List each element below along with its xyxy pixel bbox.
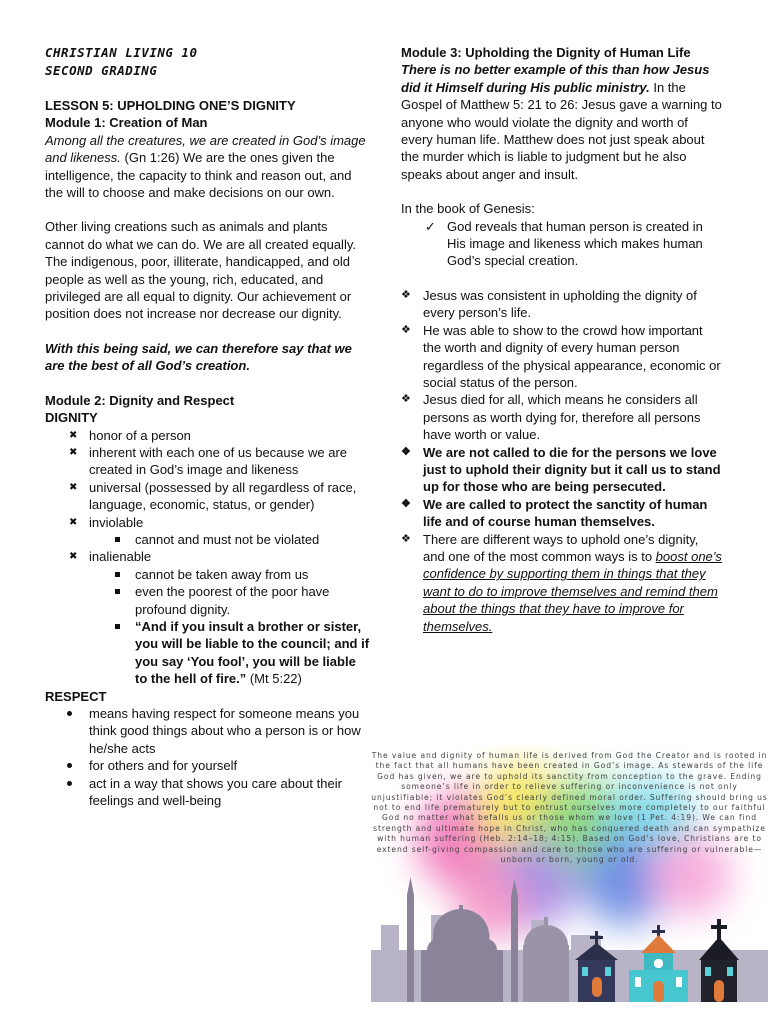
underlined-advice: boost one’s confidence by supporting them in things that they want to do to improve themselves and remind them about the things that they have to improve for themselves.	[423, 548, 722, 634]
list-item: ❖ He was able to show to the crowd how important the worth and dignity of every human person regardless of the physical appearance, economic or social status of the person.	[401, 322, 721, 390]
module1-text: (Gn 1:26) We are the ones given the intelligence, the capacity to think and reason out, and the will to choose and make decisions on our own.	[45, 150, 352, 201]
module2-title: Module 2: Dignity and Respect	[45, 392, 235, 408]
genesis-list	[401, 218, 723, 270]
list-item: ✓ God reveals that human person is created in His image and likeness which makes human God’s special creation.	[425, 218, 703, 269]
diamond-bullet-icon: ❖	[401, 532, 411, 545]
module1-paragraph-1	[45, 132, 370, 202]
respect-heading: RESPECT	[45, 688, 107, 704]
grading-title: SECOND GRADING	[45, 63, 158, 78]
bible-reference: (Mt 5:22)	[246, 671, 302, 687]
list-item: ✖ inviolable	[69, 514, 144, 530]
bible-quote: “And if you insult a brother or sister, you will be liable to the council; and if you say ‘You fool’, you will be liable to the hell of fire.”	[135, 618, 370, 687]
dot-bullet-icon	[67, 763, 72, 768]
x-bullet-icon: ✖	[69, 551, 78, 563]
diamond-bullet-icon: ❖	[401, 393, 411, 406]
list-item	[45, 618, 370, 688]
list-item: ✖ honor of a person	[69, 427, 191, 443]
dot-bullet-icon	[67, 781, 72, 786]
module1-conclusion: With this being said, we can therefore say that we are the best of all God’s creation.	[45, 340, 352, 374]
list-item: ❖ Jesus was consistent in upholding the dignity of every person’s life.	[401, 287, 697, 321]
square-bullet-icon	[115, 624, 120, 629]
genesis-heading: In the book of Genesis:	[401, 201, 535, 217]
respect-list	[45, 705, 370, 809]
list-item: cannot and must not be violated	[45, 531, 370, 548]
x-bullet-icon: ✖	[69, 516, 78, 528]
list-item: ❖ There are different ways to uphold one’s dignity, and one of the most common ways is to boost one’s confidence by supporting them in things that they want to do to improve themselves and remind them about the things that they have to improve for themselves.	[401, 531, 722, 634]
dignity-list	[45, 427, 370, 531]
list-item: act in a way that shows you care about their feelings and well-being	[45, 775, 370, 810]
list-item: ✖ universal (possessed by all regardless of race, language, economic, status, or gender)	[69, 479, 357, 513]
list-item: ❖ We are not called to die for the persons we love just to uphold their dignity but it call us to stand up for those who are being persecuted.	[401, 444, 721, 495]
dot-bullet-icon	[67, 711, 72, 716]
diamond-bullet-icon: ❖	[401, 288, 411, 301]
list-item: ❖ We are called to protect the sanctity of human life and of course human themselves.	[401, 496, 708, 530]
x-bullet-icon: ✖	[69, 429, 78, 441]
square-bullet-icon	[115, 589, 120, 594]
poster-caption: The value and dignity of human life is derived from God the Creator and is rooted in the fact that all humans have been created in God’s image. As stewards of the life God has given, we are to uphold its sanctity from conception to the grave. Ending someone’s life in order to relieve suffering or inconvenience is not only unjustifiable; it violates God’s clearly defined moral order. Suffering should bring us not to end life prematurely but to entrust ourselves more completely to our faithful God no matter what befalls us or those whom we love (1 Pet. 4:19). We can find strength and ultimate hope in Christ, who has conquered death and can sympathize with human suffering (Heb. 2:14–18; 4:15). Based on God’s love, Christians are to extend self-giving compassion and care to those who are suffering or vulnerable—unborn or born, young or old.	[371, 751, 768, 865]
dignity-list-continued	[45, 548, 370, 565]
x-bullet-icon: ✖	[69, 481, 78, 493]
module3-title: Module 3: Upholding the Dignity of Human Life	[401, 45, 691, 60]
right-column	[401, 44, 723, 635]
square-bullet-icon	[115, 537, 120, 542]
square-bullet-icon	[115, 572, 120, 577]
module3-intro: There is no better example of this than how Jesus did it Himself during His public ministry. In the Gospel of Matthew 5: 21 to 26: Jesus gave a warning to anyone who would violate the dignity and worth of every human life. Matthew does not just speak about the murder which is liable to judgment but he also speaks about anger and insult.	[401, 62, 722, 182]
module1-quote: Among all the creatures, we are created in God’s image and likeness.	[45, 132, 366, 166]
list-item: even the poorest of the poor have profound dignity.	[45, 583, 370, 618]
inalienable-sublist	[45, 566, 370, 688]
x-bullet-icon: ✖	[69, 446, 78, 458]
dignity-heading: DIGNITY	[45, 410, 98, 426]
list-item: ✖ inalienable	[69, 549, 152, 565]
list-item: ❖ Jesus died for all, which means he considers all persons as worth dying for, therefore all persons have worth or value.	[401, 392, 701, 443]
diamond-bullet-icon: ❖	[401, 323, 411, 336]
module1-title: Module 1: Creation of Man	[45, 115, 208, 131]
diamond-bullet-icon: ❖	[401, 497, 411, 510]
list-item: means having respect for someone means you think good things about who a person is or how he/she acts	[45, 705, 370, 757]
inviolable-sublist	[45, 531, 370, 548]
left-column	[45, 44, 370, 809]
church-black	[699, 919, 739, 1002]
sanctity-of-life-poster	[371, 745, 768, 1002]
lesson-title: LESSON 5: UPHOLDING ONE’S DIGNITY	[45, 98, 296, 113]
list-item: ✖ inherent with each one of us because we are created in God’s image and likeness	[69, 444, 348, 478]
list-item: cannot be taken away from us	[45, 566, 370, 583]
checkmark-icon: ✓	[425, 218, 436, 234]
diamond-bullet-icon: ❖	[401, 445, 411, 458]
module1-paragraph-2: Other living creations such as animals and plants cannot do what we can do. We are all created equally. The indigenous, poor, illiterate, handicapped, and old people as well as the young, rich, educated, and privileged are all equal to dignity. Our achievement or position does not increase nor decrease our dignity.	[45, 219, 356, 322]
list-item: for others and for yourself	[45, 757, 370, 774]
module3-points	[401, 287, 723, 635]
course-title: CHRISTIAN LIVING 10	[45, 45, 198, 60]
